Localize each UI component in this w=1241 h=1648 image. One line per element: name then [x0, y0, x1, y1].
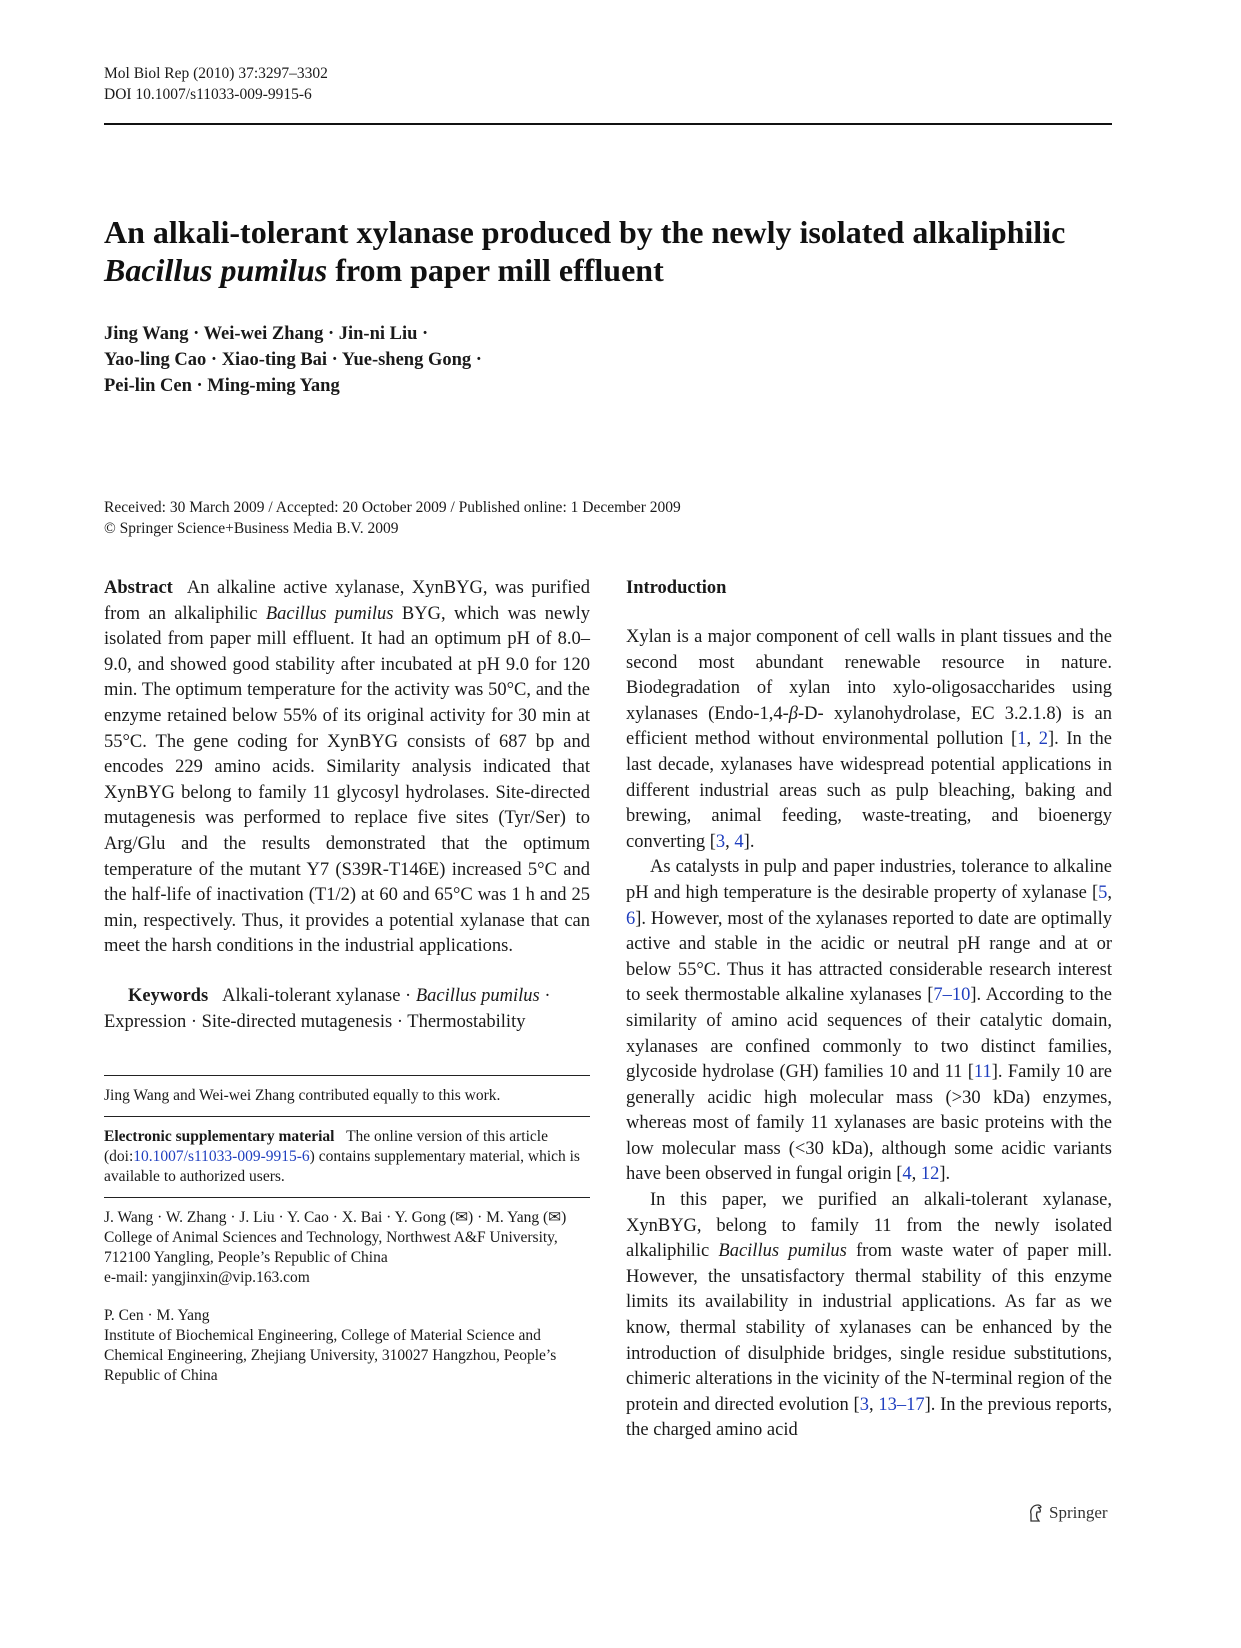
ref-link[interactable]: 7–10: [933, 985, 971, 1006]
abstract-label: Abstract: [104, 578, 173, 598]
ref-link[interactable]: 4: [734, 831, 744, 852]
affiliation-1: J. Wang · W. Zhang · J. Liu · Y. Cao · X. Bai · Y. Gong (✉) · M. Yang (✉) College of Animal Sciences and Technology, Northwest A&F University, 712100 Yangling, People’s Republic of China e-mail: yangjinxin@vip.163.com: [104, 1208, 590, 1288]
paper-title: An alkali-tolerant xylanase produced by the newly isolated alkaliphilic Bacillus pumilus from paper mill effluent: [104, 214, 1066, 288]
intro-paragraph-1: Xylan is a major component of cell walls in plant tissues and the second most abundant renewable resource in nature. Biodegradation of xylan into xylo-oligosaccharides using xylanases (Endo-1,4-β-D- xylanohydrolase, EC 3.2.1.8) is an efficient method without environmental pollution [1, 2]. In the last decade, xylanases have widespread potential applications in different industrial areas such as pulp bleaching, baking and brewing, animal feeding, waste-treating, and bioenergy converting [3, 4].: [626, 627, 1112, 852]
keywords-label: Keywords: [128, 985, 209, 1006]
ref-link[interactable]: 11: [973, 1062, 992, 1083]
ref-link[interactable]: 3: [715, 831, 726, 852]
publisher-name: Springer: [1049, 1503, 1108, 1522]
affiliation-2: P. Cen · M. Yang Institute of Biochemical Engineering, College of Material Science and Chemical Engineering, Zhejiang University, 310027 Hangzhou, People’s Republic of China: [104, 1307, 557, 1385]
affiliations: [104, 1198, 590, 1396]
abstract: Abstract An alkaline active xylanase, XynBYG, was purified from an alkaliphilic Bacillus pumilus BYG, which was newly isolated from paper mill effluent. It had an optimum pH of 8.0–9.0, and showed good stability after incubated at pH 9.0 for 120 min. The optimum temperature for the activity was 50°C, and the enzyme retained below 55% of its original activity for 30 min at 55°C. The gene coding for XynBYG consists of 687 bp and encodes 229 amino acids. Similarity analysis indicated that XynBYG belong to family 11 glycosyl hydrolases. Site-directed mutagenesis was performed to replace five sites (Tyr/Ser) to Arg/Glu and the results demonstrated that the optimum temperature of the mutant Y7 (S39R-T146E) increased 5°C and the half-life of inactivation (T1/2) at 60 and 65°C was 1 h and 25 min, respectively. Thus, it provides a potential xylanase that can meet the harsh conditions in the industrial applications.: [104, 578, 590, 957]
doi-link[interactable]: 10.1007/s11033-009-9915-6: [133, 1148, 310, 1166]
intro-paragraph-2: As catalysts in pulp and paper industries, tolerance to alkaline pH and high temperature is the desirable property of xylanase [5, 6]. However, most of the xylanases reported to date are optimally active and stable in the acidic or neutral pH range and at or below 55°C. Thus it has attracted considerable research interest to seek thermostable alkaline xylanases [7–10]. According to the similarity of amino acid sequences of their catalytic domain, xylanases are confined commonly to two distinct families, glycoside hydrolase (GH) families 10 and 11 [11]. Family 10 are generally acidic high molecular mass (>30 kDa) enzymes, whereas most of family 11 xylanases are basic proteins with the low molecular mass (<30 kDa), although some acidic variants have been observed in fungal origin [4, 12].: [626, 857, 1112, 1185]
ref-link[interactable]: 2: [1038, 729, 1048, 750]
publication-dates: Received: 30 March 2009 / Accepted: 20 October 2009 / Published online: 1 December 2009 © Springer Science+Business Media B.V. 2009: [104, 499, 681, 537]
ref-link[interactable]: 6: [626, 908, 636, 929]
copyright: © Springer Science+Business Media B.V. 2009: [104, 520, 399, 537]
springer-horse-icon: [1026, 1503, 1044, 1523]
ref-link[interactable]: 3: [859, 1394, 869, 1415]
equal-contribution-note: Jing Wang and Wei-wei Zhang contributed equally to this work.: [104, 1087, 501, 1105]
ref-link[interactable]: 5: [1098, 882, 1108, 903]
journal-doi: DOI 10.1007/s11033-009-9915-6: [104, 86, 312, 103]
keywords: Keywords Alkali-tolerant xylanase · Bacillus pumilus · Expression · Site-directed mutagenesis · Thermostability: [104, 985, 551, 1032]
introduction-heading: Introduction: [626, 578, 727, 598]
intro-paragraph-3: In this paper, we purified an alkali-tolerant xylanase, XynBYG, belong to family 11 from the newly isolated alkaliphilic Bacillus pumilus from waste water of paper mill. However, the unsatisfactory thermal stability of this enzyme limits its availability in industrial applications. As far as we know, thermal stability of xylanases can be enhanced by the introduction of disulphide bridges, single residue substitutions, chimeric alterations in the vicinity of the N-terminal region of the protein and directed evolution [3, 13–17]. In the previous reports, the charged amino acid: [626, 1190, 1113, 1441]
supplementary-note: Electronic supplementary material The online version of this article (doi:10.1007/s11033-009-9915-6) contains supplementary material, which is available to authorized users.: [104, 1128, 580, 1186]
publisher-logo: [1026, 1503, 1108, 1523]
ref-link[interactable]: 4: [902, 1164, 912, 1185]
author-list: Jing Wang · Wei-wei Zhang · Jin-ni Liu · Yao-ling Cao · Xiao-ting Bai · Yue-sheng Gong · Pei-lin Cen · Ming-ming Yang: [104, 324, 482, 396]
header-rule: [104, 123, 1112, 125]
journal-citation: Mol Biol Rep (2010) 37:3297–3302: [104, 65, 328, 82]
journal-header: [104, 63, 328, 105]
left-column: [104, 576, 590, 1396]
right-column: [626, 576, 1112, 1444]
ref-link[interactable]: 13–17: [878, 1394, 925, 1415]
corresponding-email[interactable]: e-mail: yangjinxin@vip.163.com: [104, 1269, 310, 1287]
ref-link[interactable]: 1: [1017, 729, 1027, 750]
ref-link[interactable]: 12: [920, 1164, 940, 1185]
